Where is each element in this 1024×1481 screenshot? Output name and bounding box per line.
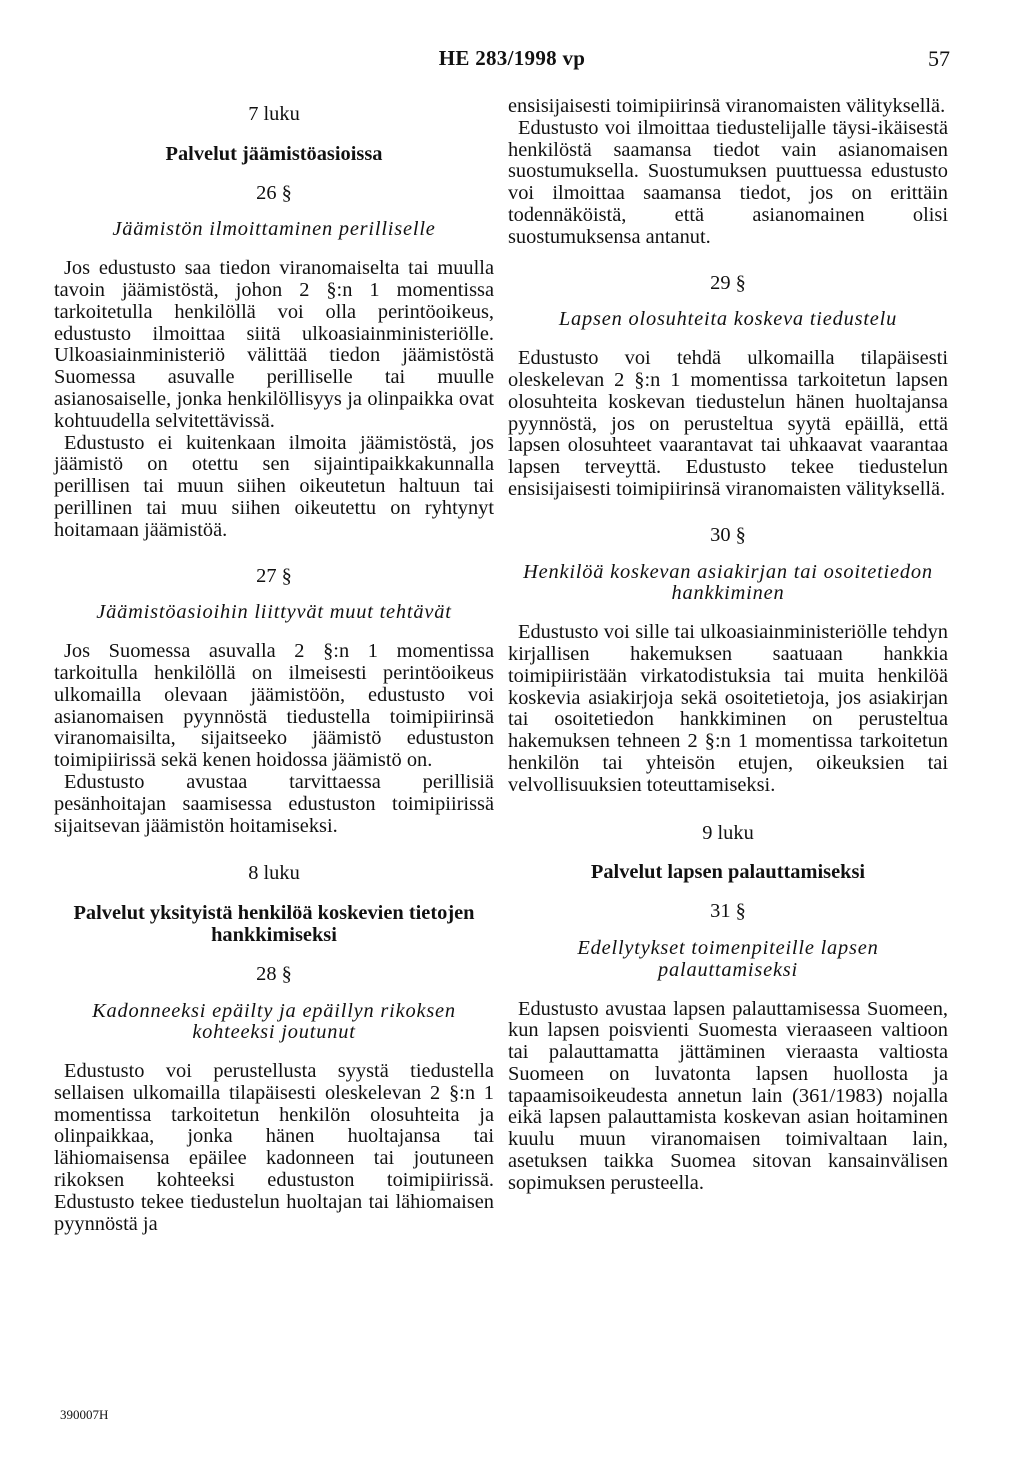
- section-title: Lapsen olosuhteita koskeva tiedustelu: [558, 308, 898, 331]
- right-column: [508, 96, 948, 1195]
- section-number: 29 §: [710, 271, 746, 294]
- chapter-heading: 8 luku: [248, 862, 300, 885]
- paragraph: Edustusto voi tehdä ulkomailla tilapäisesti oleskelevan 2 §:n 1 momentissa tarkoitetun lapsen olosuhteita koskevan tiedustelun hänen huoltajansa pyynnöstä, jos on perusteltua syytä epäillä, että lapsen olosuhteet vaarantavat tai uhkaavat vaarantaa lapsen terveyttä. Edustusto tekee tiedustelun ensisijaisesti toimipiirinsä viranomaisten välityksellä.: [508, 347, 948, 500]
- chapter-title: Palvelut jäämistöasioissa: [165, 142, 383, 165]
- paragraph: Jos edustusto saa tiedon viranomaiselta tai muulla tavoin jäämistöstä, johon 2 §:n 1 momentissa tarkoitetulla henkilöllä voi olla perintöoikeus, edustusto ilmoittaa siitä ulkoasiainministeriölle. Ulkoasiainministeriö välittää tiedon jäämistöstä Suomessa asuvalle perilliselle tai muulle asianosaiselle, jonka henkilöllisyys ja olinpaikka ovat kohtuudella selvitettävissä.: [54, 257, 494, 432]
- section-number: 28 §: [256, 962, 292, 985]
- paragraph: Edustusto voi perustellusta syystä tiedustella sellaisen ulkomailla tilapäisesti oleskelevan 2 §:n 1 momentissa tarkoitetun henkilön olosuhteita ja olinpaikkaa, jonka hänen huoltajansa tai lähiomaisensa epäilee kadonneen tai joutuneen rikoksen kohteeksi edustuston toimipiirissä. Edustusto tekee tiedustelun huoltajan tai lähiomaisen pyynnöstä ja: [54, 1060, 494, 1235]
- paragraph: Edustusto voi sille tai ulkoasiainministeriölle tehdyn kirjallisen hakemuksen saatuaan hankkia toimipiiristään virkatodistuksia tai muita henkilöä koskevia asiakirjoja sekä osoitetietoja, jos asiakirjan tai osoitetiedon hankkiminen on perusteltua hakemuksen tehneen 2 §:n 1 momentissa tarkoitetun henkilön tai yhteisön etujen, oikeuksien tai velvollisuuksien toteuttamiseksi.: [508, 621, 948, 796]
- footer-code: 390007H: [60, 1407, 109, 1422]
- section-title: Henkilöä koskevan asiakirjan tai osoitetiedon hankkiminen: [523, 560, 933, 605]
- section-title: Edellytykset toimenpiteille lapsen palauttamiseksi: [577, 936, 879, 981]
- page-header: [0, 46, 1024, 76]
- section-title: Jäämistön ilmoittaminen perilliselle: [112, 218, 436, 241]
- section-number: 31 §: [710, 900, 746, 923]
- paragraph: Edustusto ei kuitenkaan ilmoita jäämistöstä, jos jäämistö on otettu sen sijaintipaikkakunnalla perillisen tai muun siihen oikeutetun haltuun tai perillinen tai muu siihen oikeutettu on ryhtynyt hoitamaan jäämistöä.: [54, 431, 494, 541]
- chapter-title: Palvelut lapsen palauttamiseksi: [590, 861, 866, 884]
- chapter-heading: 9 luku: [702, 821, 754, 844]
- chapter-title: Palvelut yksityistä henkilöä koskevien tietojen hankkimiseksi: [73, 902, 475, 946]
- section-number: 30 §: [710, 523, 746, 546]
- section-number: 27 §: [256, 564, 292, 587]
- paragraph: Jos Suomessa asuvalla 2 §:n 1 momentissa tarkoitulla henkilöllä on ilmeisesti perintöoikeus ulkomailla olevaan jäämistöön, edustusto voi asianomaisen pyynnöstä tiedustella toimipiirinsä viranomaisilta, sijaitseeko jäämistö edustuston toimipiirissä sekä kenen hoidossa jäämistö on.: [54, 640, 494, 772]
- section-title: Jäämistöasioihin liittyvät muut tehtävät: [96, 601, 452, 624]
- paragraph: Edustusto avustaa lapsen palauttamisessa Suomeen, kun lapsen poisvienti Suomesta vieraaseen valtioon tai palauttamatta jättäminen vieraasta valtiosta Suomeen on luvatonta lapsen huollosta ja tapaamisoikeudesta annetun lain (361/1983) nojalla eikä lapsen palauttamista koskevan asian hoitaminen kuulu muun viranomaisen toimivaltaan lain, asetuksen taikka Suomea sitovan kansainvälisen sopimuksen perusteella.: [508, 997, 948, 1194]
- left-column: [54, 96, 494, 1235]
- chapter-heading: 7 luku: [248, 103, 300, 125]
- paragraph: ensisijaisesti toimipiirinsä viranomaisten välityksellä.: [508, 95, 946, 117]
- section-number: 26 §: [256, 181, 292, 204]
- section-title: Kadonneeksi epäilty ja epäillyn rikoksen kohteeksi joutunut: [92, 999, 456, 1044]
- document-id: HE 283/1998 vp: [438, 46, 586, 70]
- page-number: 57: [928, 46, 950, 71]
- paragraph: Edustusto voi ilmoittaa tiedustelijalle täysi-ikäisestä henkilöstä saamansa tiedot vain asianomaisen suostumuksella. Suostumuksen puuttuessa edustusto voi ilmoittaa saamansa tiedot, jos on erittäin todennäköistä, että asianomainen olisi suostumuksensa antanut.: [508, 116, 948, 248]
- paragraph: Edustusto avustaa tarvittaessa perillisiä pesänhoitajan saamisessa edustuston toimipiirissä sijaitsevan jäämistön hoitamiseksi.: [54, 770, 494, 837]
